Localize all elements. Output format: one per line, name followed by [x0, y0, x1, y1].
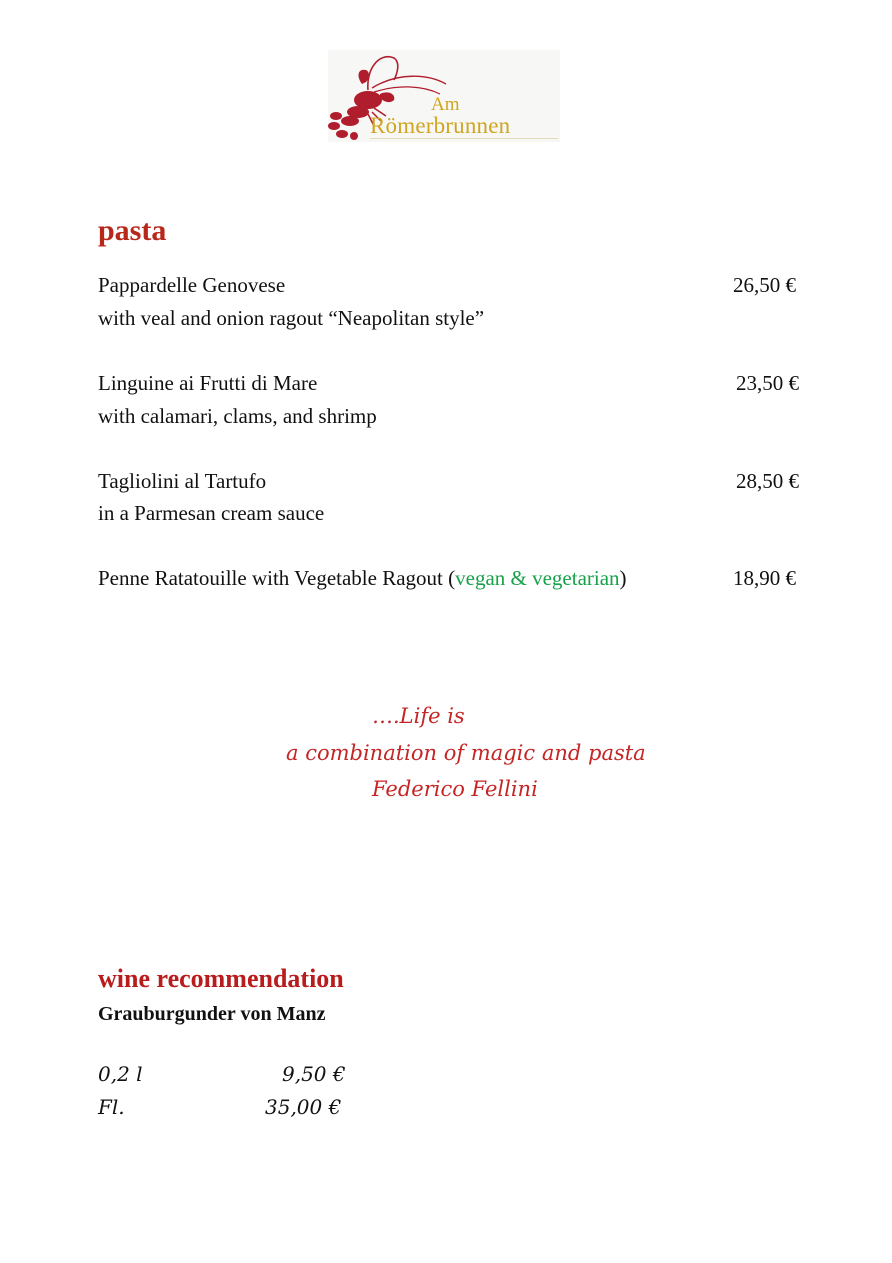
dish-name: Linguine ai Frutti di Mare	[98, 371, 318, 395]
wine-size: 0,2 l	[98, 1062, 143, 1086]
logo-underline	[370, 138, 558, 139]
dish-price: 26,50 €	[733, 273, 796, 297]
dish-description: in a Parmesan cream sauce	[98, 501, 325, 525]
dish-name: Pappardelle Genovese	[98, 273, 286, 297]
wine-name: Grauburgunder von Manz	[98, 1003, 326, 1025]
dish-name: Tagliolini al Tartufo	[98, 469, 267, 493]
dish-name-vegan	[98, 566, 627, 590]
pasta-section-title: pasta	[98, 214, 167, 247]
wine-price: 35,00 €	[265, 1095, 342, 1119]
dish-name-prefix: Penne Ratatouille with Vegetable Ragout (	[98, 566, 456, 590]
logo-text-am: Am	[431, 94, 460, 115]
dish-price: 28,50 €	[736, 469, 799, 493]
wine-price: 9,50 €	[282, 1062, 346, 1086]
quote-line-1: ….Life is	[372, 704, 465, 728]
dish-price: 18,90 €	[733, 566, 796, 590]
logo-text-name: Römerbrunnen	[370, 113, 511, 138]
dish-description: with calamari, clams, and shrimp	[98, 404, 377, 428]
wine-section-title: wine recommendation	[98, 964, 344, 993]
wine-size: Fl.	[98, 1095, 125, 1119]
vegan-label: vegan & vegetarian	[455, 566, 620, 590]
dish-description: with veal and onion ragout “Neapolitan style”	[98, 306, 485, 330]
quote-line-2: a combination of magic and pasta	[286, 741, 646, 765]
restaurant-logo	[328, 50, 560, 142]
quote-author: Federico Fellini	[372, 777, 538, 801]
dish-price: 23,50 €	[736, 371, 799, 395]
dish-name-suffix: )	[619, 566, 627, 590]
